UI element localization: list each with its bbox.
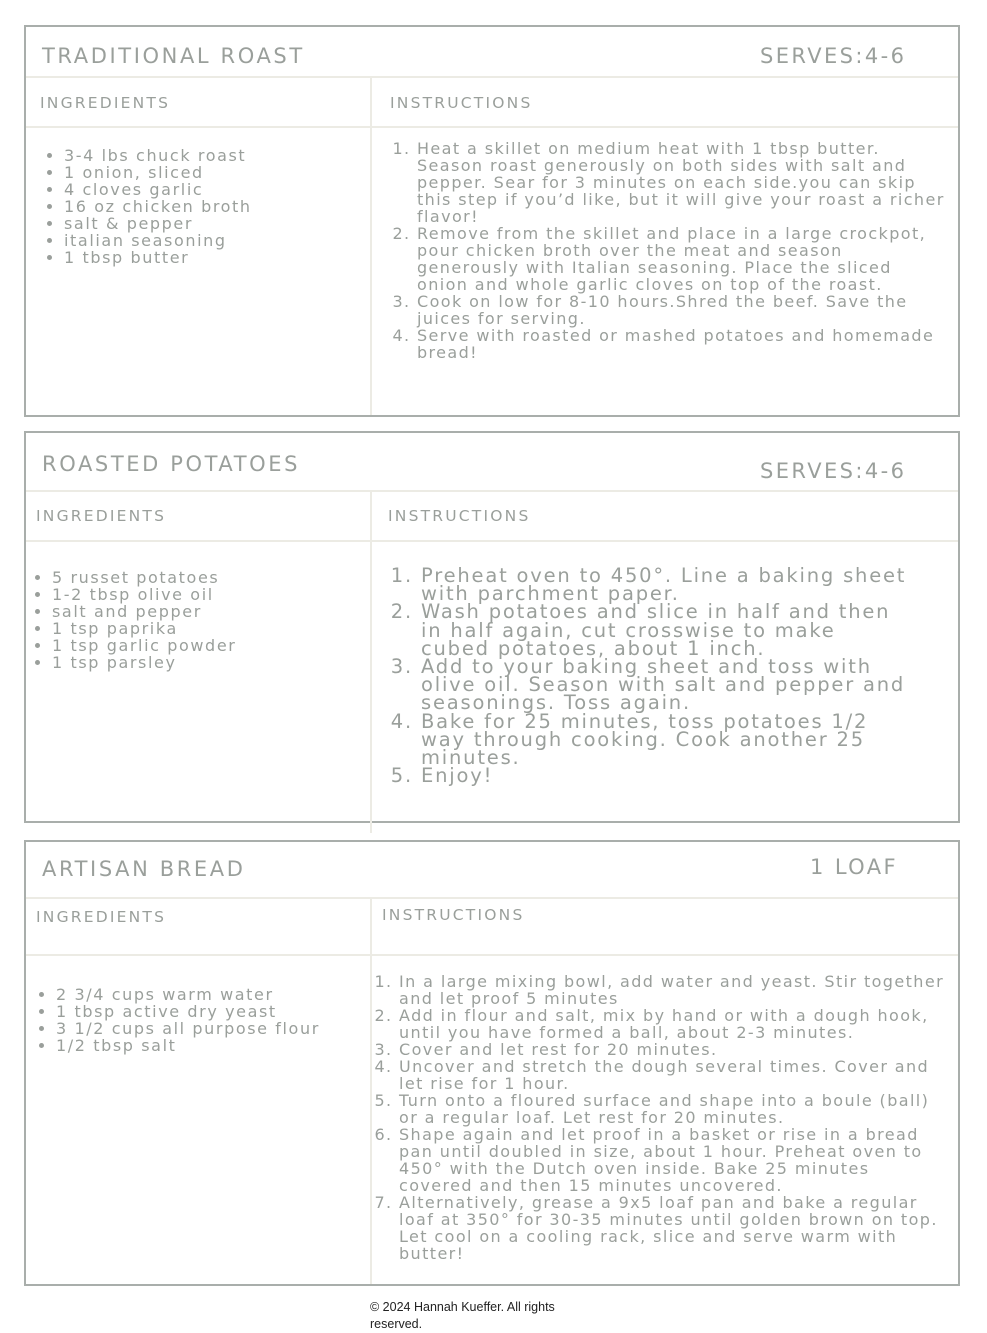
list-item: 7. Alternatively, grease a 9x5 loaf pan and bake a regular loaf at 350° for 30-35 minutes until golden brown on top. Let cool on a cooling rack, slice and serve warm with butter! <box>399 1194 947 1262</box>
list-item: • 1 onion, sliced <box>64 164 364 181</box>
recipe-yield: 1 LOAF <box>810 855 898 879</box>
list-item: • 1/2 tbsp salt <box>56 1037 366 1054</box>
divider <box>26 897 958 899</box>
divider <box>26 490 958 492</box>
ingredients-heading: INGREDIENTS <box>36 507 167 525</box>
list-item: 4. Bake for 25 minutes, toss potatoes 1/2 way through cooking. Cook another 25 minutes. <box>421 713 911 768</box>
list-item: • 1 tbsp active dry yeast <box>56 1003 366 1020</box>
column-divider <box>370 898 372 1284</box>
copyright-footer: © 2024 Hannah Kueffer. All rights reserved. <box>370 1300 555 1331</box>
list-item: 3. Cook on low for 8-10 hours.Shred the beef. Save the juices for serving. <box>417 293 947 327</box>
ingredients-heading: INGREDIENTS <box>40 94 171 112</box>
ingredients-heading: INGREDIENTS <box>36 908 167 926</box>
recipe-card-artisan-bread <box>24 840 960 1286</box>
list-item: • 1 tsp parsley <box>52 654 352 671</box>
list-item: • salt & pepper <box>64 215 364 232</box>
list-item: 2. Add in flour and salt, mix by hand or with a dough hook, until you have formed a ball, about 2-3 minutes. <box>399 1007 947 1041</box>
divider <box>26 126 958 128</box>
list-item: 2. Remove from the skillet and place in a large crockpot, pour chicken broth over the meat and season generously with Italian seasoning. Place the sliced onion and whole garlic cloves on top of the roast. <box>417 225 947 293</box>
recipe-title: ARTISAN BREAD <box>42 857 246 881</box>
instructions-heading: INSTRUCTIONS <box>390 94 533 112</box>
list-item: • 2 3/4 cups warm water <box>56 986 366 1003</box>
ingredients-list <box>56 986 366 1054</box>
recipe-yield: SERVES:4-6 <box>760 44 907 68</box>
instructions-heading: INSTRUCTIONS <box>382 906 525 924</box>
list-item: • 3 1/2 cups all purpose flour <box>56 1020 366 1037</box>
ingredients-list <box>52 569 352 671</box>
list-item: 1. In a large mixing bowl, add water and yeast. Stir together and let proof 5 minutes <box>399 973 947 1007</box>
instructions-list <box>421 564 911 788</box>
list-item: • 5 russet potatoes <box>52 569 352 586</box>
list-item: • italian seasoning <box>64 232 364 249</box>
list-item: 6. Shape again and let proof in a basket or rise in a bread pan until doubled in size, about 1 hour. Preheat oven to 450° with the Dutch oven inside. Bake 25 minutes covered and then 15 minutes uncovered. <box>399 1126 947 1194</box>
recipe-yield: SERVES:4-6 <box>760 459 907 483</box>
list-item: 4. Uncover and stretch the dough several times. Cover and let rise for 1 hour. <box>399 1058 947 1092</box>
column-divider <box>370 491 372 833</box>
list-item: • 1-2 tbsp olive oil <box>52 586 352 603</box>
list-item: 3. Add to your baking sheet and toss with olive oil. Season with salt and pepper and seasonings. Toss again. <box>421 658 911 713</box>
list-item: • 1 tsp garlic powder <box>52 637 352 654</box>
divider <box>26 954 958 956</box>
list-item: • salt and pepper <box>52 603 352 620</box>
list-item: 5. Turn onto a floured surface and shape into a boule (ball) or a regular loaf. Let rest for 20 minutes. <box>399 1092 947 1126</box>
list-item: 4. Serve with roasted or mashed potatoes and homemade bread! <box>417 327 947 361</box>
list-item: 1. Heat a skillet on medium heat with 1 tbsp butter. Season roast generously on both sides with salt and pepper. Sear for 3 minutes on each side.you can skip this step if you’d like, but it will give your roast a richer flavor! <box>417 140 947 225</box>
divider <box>26 76 958 78</box>
divider <box>26 540 958 542</box>
recipe-card-traditional-roast <box>24 25 960 417</box>
instructions-list <box>399 973 947 1262</box>
instructions-list <box>417 140 947 361</box>
list-item: 2. Wash potatoes and slice in half and then in half again, cut crosswise to make cubed potatoes, about 1 inch. <box>421 603 911 658</box>
ingredients-list <box>64 147 364 266</box>
instructions-heading: INSTRUCTIONS <box>388 507 531 525</box>
list-item: 1. Preheat oven to 450°. Line a baking sheet with parchment paper. <box>421 567 911 603</box>
list-item: • 1 tbsp butter <box>64 249 364 266</box>
recipe-card-roasted-potatoes <box>24 431 960 823</box>
column-divider <box>370 77 372 415</box>
list-item: • 1 tsp paprika <box>52 620 352 637</box>
list-item: • 16 oz chicken broth <box>64 198 364 215</box>
list-item: 3. Cover and let rest for 20 minutes. <box>399 1041 947 1058</box>
recipe-title: ROASTED POTATOES <box>42 452 301 476</box>
list-item: 5. Enjoy! <box>421 767 911 785</box>
list-item: • 3-4 lbs chuck roast <box>64 147 364 164</box>
recipe-title: TRADITIONAL ROAST <box>42 44 305 68</box>
list-item: • 4 cloves garlic <box>64 181 364 198</box>
